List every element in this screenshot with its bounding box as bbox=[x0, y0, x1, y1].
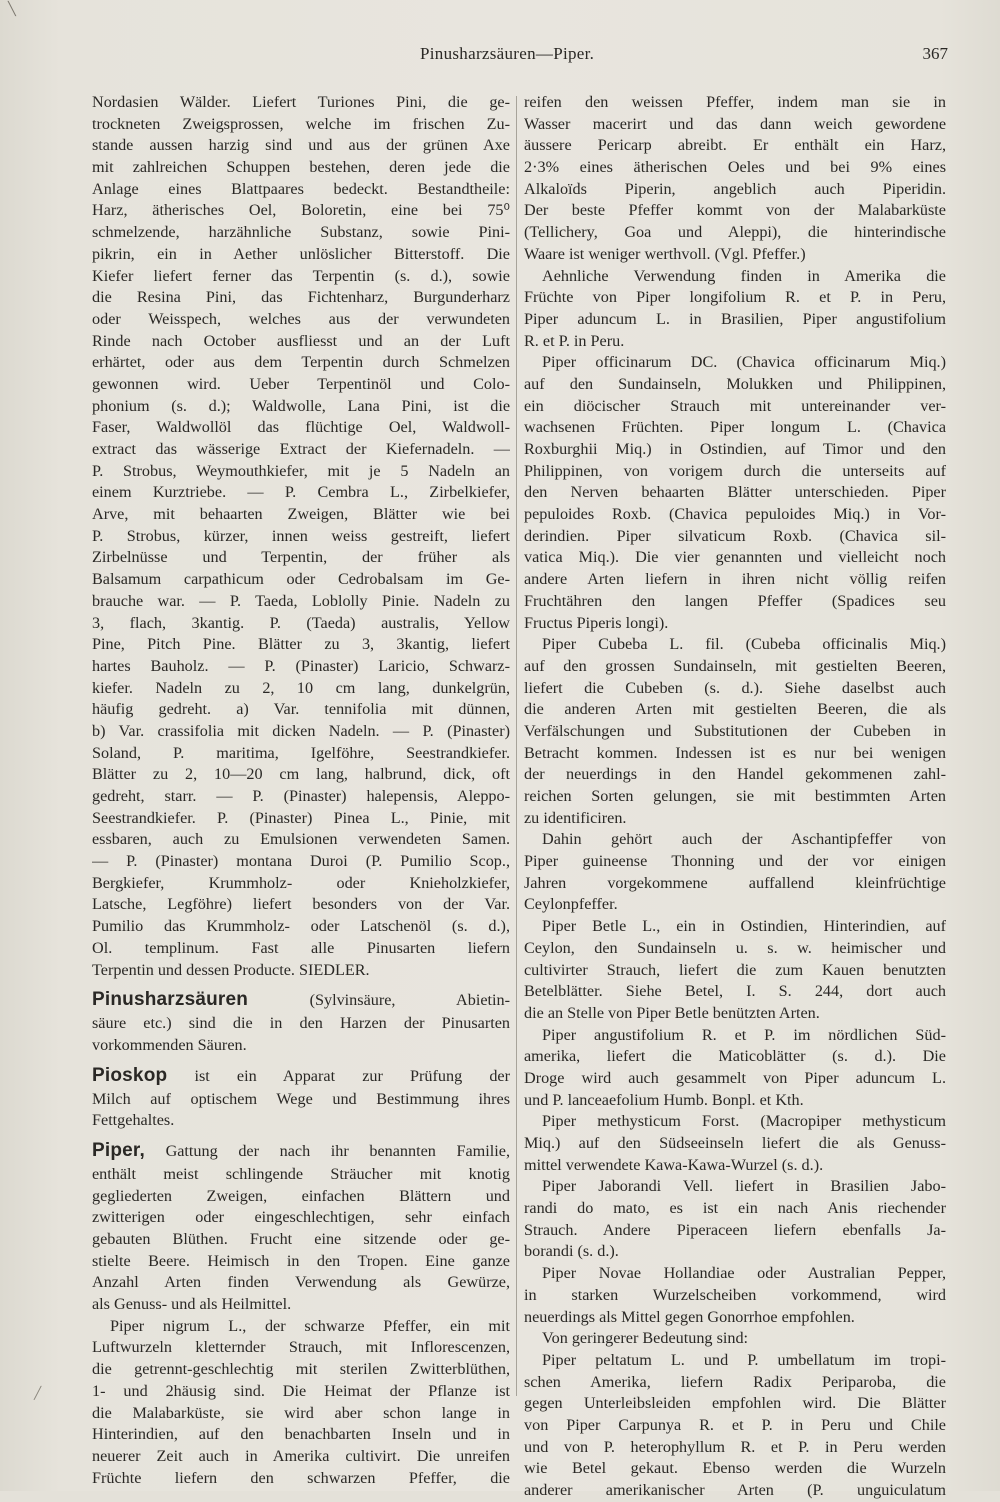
text-line: Betracht kommen. Indessen ist es nur bei wenigen bbox=[524, 743, 946, 762]
text-line: Faser, Waldwollöl das flüchtige Oel, Waldwoll- bbox=[92, 418, 510, 437]
text-line: Alkaloïds Piperin, angeblich auch Piperidin. bbox=[524, 179, 946, 198]
entry-first-line bbox=[92, 1140, 510, 1164]
text-line: gewonnen wird. Ueber Terpentinöl und Colo- bbox=[92, 374, 510, 393]
entry-first-line bbox=[92, 989, 510, 1013]
text-line: pikrin, ein in Aether unlöslicher Bitterstoff. Die bbox=[92, 244, 510, 263]
text-line: in starken Wurzelscheiben vorkommend, wird bbox=[524, 1285, 946, 1304]
text-line: Piper aduncum L. in Brasilien, Piper angustifolium bbox=[524, 309, 946, 328]
text-line: einem Kurztriebe. — P. Cembra L., Zirbelkiefer, bbox=[92, 483, 510, 502]
text-line: oder Weisspech, welches aus der verwundeten bbox=[92, 309, 510, 328]
text-line: R. et P. in Peru. bbox=[524, 331, 625, 350]
text-line: schmelzende, harzähnliche Substanz, sowie Pini- bbox=[92, 223, 510, 242]
text-line: Verfälschungen und Substitutionen der Cubeben in bbox=[524, 721, 946, 740]
text-line: cultivirter Strauch, liefert die zum Kauen benutzten bbox=[524, 960, 946, 979]
text-line: Ol. templinum. Fast alle Pinusarten liefern bbox=[92, 938, 510, 957]
text-line: Nordasien Wälder. Liefert Turiones Pini, die ge- bbox=[92, 93, 510, 111]
text-line: Latsche, Legföhre) liefert besonders von der Var. bbox=[92, 895, 510, 914]
text-line: anderer amerikanischer Arten (P. unguiculatum bbox=[524, 1481, 946, 1499]
text-line: Hinterindien, auf den benachbarten Inseln und in bbox=[92, 1425, 510, 1444]
text-line: der neuerdings in den Handel gekommenen zahl- bbox=[524, 765, 946, 784]
text-line: Milch auf optischem Wege und Bestimmung ihres bbox=[92, 1089, 510, 1108]
text-line: essbaren, auch zu Emulsionen verwendeten Samen. bbox=[92, 830, 510, 849]
text-line: neuerer Zeit auch in Amerika cultivirt. Die unreifen bbox=[92, 1446, 510, 1465]
text-line: Soland, P. maritima, Igelföhre, Seestrandkiefer. bbox=[92, 743, 510, 762]
text-line: stielte Beere. Heimisch in den Tropen. Eine ganze bbox=[92, 1251, 510, 1270]
text-line: brauche war. — P. Taeda, Loblolly Pinie. Nadeln zu bbox=[92, 591, 510, 610]
text-line: Früchte von Piper longifolium R. et P. in Peru, bbox=[524, 288, 946, 307]
text-line: auf den Sundainseln, Molukken und Philippinen, bbox=[524, 374, 946, 393]
text-line: gegen Unterleibsleiden empfohlen wird. Die Blätter bbox=[524, 1394, 946, 1413]
text-line: Piper angustifolium R. et P. im nördlichen Süd- bbox=[542, 1025, 946, 1044]
text-line: Roxburghii Miq.) in Ostindien, auf Timor und den bbox=[524, 440, 946, 458]
text-line: Wasser macerirt und das dann weich gewordene bbox=[524, 114, 946, 133]
text-line: enthält meist schlingende Sträucher mit knotig bbox=[92, 1164, 510, 1183]
text-line: säure etc.) sind die in den Harzen der Pinusarten bbox=[92, 1014, 510, 1033]
text-line: ein diöcischer Strauch mit untereinander ver- bbox=[524, 396, 946, 415]
text-line: auf den grossen Sundainseln, mit gestielten Beeren, bbox=[524, 656, 946, 675]
entry-text: (Sylvinsäure, Abietin- bbox=[248, 991, 510, 1010]
text-line: Früchte liefern den schwarzen Pfeffer, die bbox=[92, 1468, 510, 1487]
text-line: zwitterigen oder eingeschlechtigen, sehr einfach bbox=[92, 1208, 510, 1227]
text-line: Waare ist weniger werthvoll. (Vgl. Pfeffer.) bbox=[524, 244, 806, 263]
text-line: äussere Pericarp abreibt. Er enthält ein Harz, bbox=[524, 136, 946, 155]
text-line: von Piper Carpunya R. et P. in Peru und Chile bbox=[524, 1415, 946, 1434]
text-line: phonium (s. d.); Waldwolle, Lana Pini, ist die bbox=[92, 396, 510, 415]
left-column bbox=[92, 92, 510, 1489]
text-line: Philippinen, von vorigem durch die unterseits auf bbox=[524, 461, 946, 480]
text-line: die Malabarküste, sie wird aber schon lange in bbox=[92, 1403, 510, 1422]
entry-headword: Piper, bbox=[92, 1139, 145, 1161]
text-line: kiefer. Nadeln zu 2, 10 cm lang, dunkelgrün, bbox=[92, 678, 510, 697]
text-line: Bergkiefer, Krummholz- oder Knieholzkiefer, bbox=[92, 873, 510, 892]
entry-headword: Pinusharzsäuren bbox=[92, 989, 249, 1011]
text-line: Blätter zu 2, 10—20 cm lang, halbrund, dick, oft bbox=[92, 765, 510, 784]
text-line: Piper Cubeba L. fil. (Cubeba officinalis Miq.) bbox=[542, 635, 946, 654]
text-line: mittel verwendete Kawa-Kawa-Wurzel (s. d.). bbox=[524, 1155, 824, 1174]
text-line: Fruchtähren den langen Pfeffer (Spadices seu bbox=[524, 591, 946, 610]
text-line: die Resina Pini, das Fichtenharz, Burgunderharz bbox=[92, 288, 510, 307]
page-number: 367 bbox=[922, 44, 948, 63]
text-line: liefert die Cubeben (s. d.). Siehe daselbst auch bbox=[524, 678, 946, 697]
text-line: 1- und 2häusig sind. Die Heimat der Pflanze ist bbox=[92, 1381, 510, 1400]
text-line: Betelblätter. Siehe Betel, I. S. 244, dort auch bbox=[524, 982, 946, 1001]
text-line: mit zahlreichen Schuppen bestehen, deren jede die bbox=[92, 158, 510, 177]
text-line: als Genuss- und als Heilmittel. bbox=[92, 1295, 292, 1314]
text-line: Fructus Piperis longi). bbox=[524, 613, 669, 632]
text-line: Pine, Pitch Pine. Blätter zu 3, 3kantig, liefert bbox=[92, 635, 510, 654]
running-title: Pinusharzsäuren—Piper. bbox=[420, 44, 595, 63]
text-line: die an Stelle von Piper Betle benützten Arten. bbox=[524, 1003, 820, 1022]
text-line: vatica Miq.). Die vier genannten und vielleicht noch bbox=[524, 548, 946, 567]
text-line: Pumilio das Krummholz- oder Latschenöl (s. d.), bbox=[92, 917, 510, 936]
entry-first-line bbox=[92, 1065, 510, 1089]
text-line: amerika, liefert die Maticoblätter (s. d.). Die bbox=[524, 1047, 946, 1066]
text-line: reifen den weissen Pfeffer, indem man sie in bbox=[524, 93, 946, 111]
text-line: borandi (s. d.). bbox=[524, 1242, 619, 1261]
text-line: Harz, ätherisches Oel, Boloretin, eine bei 75⁰ bbox=[92, 201, 510, 220]
text-line: andere Arten liefern in ihren nicht völlig reifen bbox=[524, 570, 946, 589]
text-line: pepuloides Roxb. (Chavica pepuloides Miq.) in Vor- bbox=[524, 505, 946, 524]
text-line: Dahin gehört auch der Aschantipfeffer von bbox=[542, 830, 946, 849]
entry-headword: Pioskop bbox=[92, 1064, 168, 1086]
text-line: Zirbelnüsse und Terpentin, der früher als bbox=[92, 548, 510, 567]
text-line: Anlage eines Blattpaares bedeckt. Bestandtheile: bbox=[92, 179, 510, 198]
text-line: Piper Betle L., ein in Ostindien, Hinterindien, auf bbox=[542, 917, 946, 936]
text-line: Kiefer liefert ferner das Terpentin (s. d.), sowie bbox=[92, 266, 510, 285]
text-line: 2·3% eines ätherischen Oeles und bei 9% eines bbox=[524, 158, 946, 177]
text-line: Luftwurzeln kletternder Strauch, mit Inflorescenzen, bbox=[92, 1338, 510, 1357]
text-line: P. Strobus, Weymouthkiefer, mit je 5 Nadeln an bbox=[92, 461, 510, 480]
text-line: gedreht, starr. — P. (Pinaster) halepensis, Aleppo- bbox=[92, 787, 510, 805]
text-line: und P. lanceaefolium Humb. Bonpl. et Kth. bbox=[524, 1090, 804, 1109]
text-line: stande aussen harzig sind und aus der grünen Axe bbox=[92, 136, 510, 155]
text-line: Aehnliche Verwendung finden in Amerika die bbox=[542, 266, 946, 285]
text-line: hartes Bauholz. — P. (Pinaster) Laricio, Schwarz- bbox=[92, 656, 510, 675]
text-line: zu identificiren. bbox=[524, 808, 627, 827]
text-line: Strauch. Andere Piperaceen liefern ebenfalls Ja- bbox=[524, 1220, 946, 1239]
text-line: reichen Sorten gelungen, sie mit bestimmten Arten bbox=[524, 787, 946, 805]
scan-speck-icon: ╲ bbox=[8, 2, 16, 17]
text-line: wachsenen Früchten. Piper longum L. (Chavica bbox=[524, 418, 946, 437]
text-line: Ceylon, den Sundainseln u. s. w. heimischer und bbox=[524, 938, 946, 957]
scan-speck-icon-bottom: ╱ bbox=[34, 1386, 42, 1400]
entry-text: Gattung der nach ihr benannten Familie, bbox=[144, 1141, 510, 1160]
text-line: derindien. Piper silvaticum Roxb. (Chavica sil- bbox=[524, 526, 946, 545]
text-line: und von P. heterophyllum R. et P. in Peru werden bbox=[524, 1437, 946, 1456]
text-line: extract das wässerige Extract der Kiefernadeln. — bbox=[92, 440, 510, 458]
text-line: Piper guineense Thonning und der vor einigen bbox=[524, 852, 946, 871]
text-line: die anderen Arten mit gestielten Beeren, die als bbox=[524, 700, 946, 719]
text-line: Piper officinarum DC. (Chavica officinarum Miq.) bbox=[542, 353, 946, 372]
right-column bbox=[524, 92, 946, 1502]
text-line: Terpentin und dessen Producte. SIEDLER. bbox=[92, 960, 370, 979]
text-line: Piper nigrum L., der schwarze Pfeffer, ein mit bbox=[110, 1316, 510, 1335]
text-line: gebauten Blüthen. Frucht eine sitzende oder ge- bbox=[92, 1230, 510, 1248]
text-line: erhärtet, oder aus dem Terpentin durch Schmelzen bbox=[92, 353, 510, 372]
text-line: Fettgehaltes. bbox=[92, 1111, 175, 1130]
text-line: Arve, mit behaarten Zweigen, Blätter wie bei bbox=[92, 505, 510, 524]
text-line: Droge wird auch gesammelt von Piper aduncum L. bbox=[524, 1068, 946, 1087]
text-line: Balsamum carpathicum oder Cedrobalsam im Ge- bbox=[92, 570, 510, 589]
text-line: trockneten Zweigsprossen, welche im frischen Zu- bbox=[92, 114, 510, 133]
text-line: b) Var. crassifolia mit dicken Nadeln. — P. (Pinaster) bbox=[92, 721, 510, 740]
text-line: wie Betel gekaut. Ebenso werden die Wurzeln bbox=[524, 1459, 946, 1478]
text-line: häufig gedreht. a) Var. tennifolia mit dünnen, bbox=[92, 700, 510, 719]
text-line: vorkommenden Säuren. bbox=[92, 1035, 247, 1054]
text-line: Anzahl Arten finden Verwendung als Gewürze, bbox=[92, 1273, 510, 1292]
text-line: Piper Novae Hollandiae oder Australian Pepper, bbox=[542, 1264, 946, 1283]
text-line: den Nerven behaarten Blätter unterschieden. Piper bbox=[524, 483, 946, 502]
text-line: gegliederten Zweigen, einfachen Blättern und bbox=[92, 1186, 510, 1205]
text-line: Ceylonpfeffer. bbox=[524, 895, 618, 914]
text-line: 3, flach, 3kantig. P. (Taeda) australis, Yellow bbox=[92, 613, 510, 632]
text-line: Piper peltatum L. und P. umbellatum im tropi- bbox=[542, 1350, 946, 1369]
entry-text: ist ein Apparat zur Prüfung der bbox=[167, 1066, 510, 1085]
text-line: Piper Jaborandi Vell. liefert in Brasilien Jabo- bbox=[542, 1177, 946, 1196]
text-line: die getrennt-geschlechtig mit sterilen Zwitterblüthen, bbox=[92, 1360, 510, 1379]
text-line: Miq.) auf den Südseeinseln liefert die als Genuss- bbox=[524, 1134, 946, 1152]
text-line: (Tellichery, Goa und Aleppi), die hinterindische bbox=[524, 223, 946, 242]
text-line: schen Amerika, liefern Radix Periparoba, die bbox=[524, 1372, 946, 1391]
text-line: Rinde nach October ausfliesst und an der Luft bbox=[92, 331, 510, 350]
text-line: Seestrandkiefer. P. (Pinaster) Pinea L., Pinie, mit bbox=[92, 808, 510, 827]
text-line: Der beste Pfeffer kommt von der Malabarküste bbox=[524, 201, 946, 220]
column-divider bbox=[516, 96, 517, 1396]
text-line: randi do mato, es ist ein nach Anis riechender bbox=[524, 1199, 946, 1218]
text-line: Jahren vorgekommene auffallend kleinfrüchtige bbox=[524, 873, 946, 892]
text-line: Von geringerer Bedeutung sind: bbox=[542, 1329, 749, 1348]
text-line: P. Strobus, kürzer, innen weiss gestreift, liefert bbox=[92, 526, 510, 545]
text-line: — P. (Pinaster) montana Duroi (P. Pumilio Scop., bbox=[92, 852, 510, 871]
text-line: Piper methysticum Forst. (Macropiper methysticum bbox=[542, 1112, 946, 1131]
text-line: neuerdings als Mittel gegen Gonorrhoe empfohlen. bbox=[524, 1307, 855, 1326]
